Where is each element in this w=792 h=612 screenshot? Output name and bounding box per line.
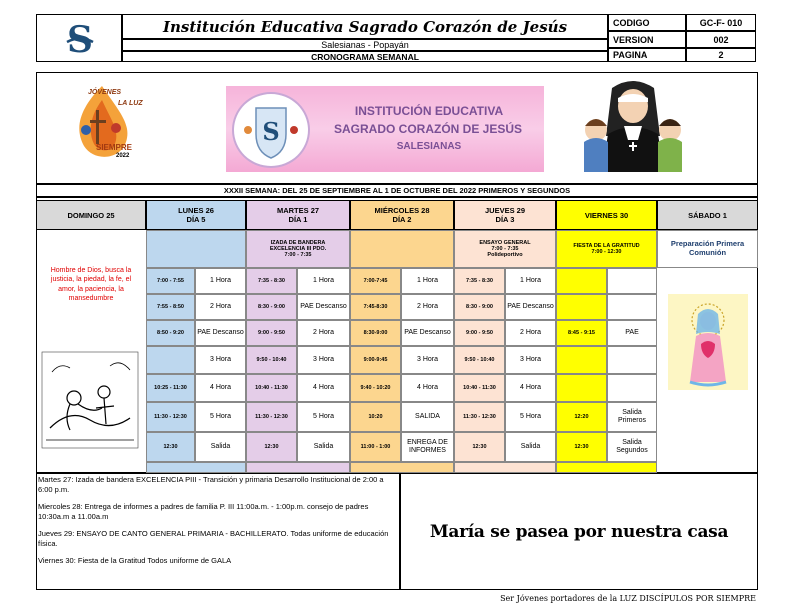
time-cell-lunes: 12:30 bbox=[146, 432, 195, 462]
saturday-virgin-image bbox=[668, 294, 748, 390]
time-cell-jueves: 8:30 - 9:00 bbox=[454, 294, 505, 320]
class-cell-viernes bbox=[607, 346, 657, 374]
good-samaritan-drawing bbox=[40, 348, 140, 452]
time-cell-jueves: 7:35 - 8:30 bbox=[454, 268, 505, 294]
class-cell-lunes: 5 Hora bbox=[195, 402, 246, 432]
time-cell-miercoles: 10:20 bbox=[350, 402, 401, 432]
class-cell-martes: 2 Hora bbox=[297, 320, 350, 346]
siempre-text: SIEMPRE bbox=[96, 143, 133, 152]
time-cell-martes: 9:00 - 9:50 bbox=[246, 320, 297, 346]
day-header-lunes: LUNES 26 DÍA 5 bbox=[146, 200, 246, 230]
class-cell-lunes: 4 Hora bbox=[195, 374, 246, 402]
document-name: CRONOGRAMA SEMANAL bbox=[122, 51, 608, 62]
class-cell-miercoles: PAE Descanso bbox=[401, 320, 454, 346]
day-header-sabado: SÁBADO 1 bbox=[657, 200, 758, 230]
time-cell-martes: 10:40 - 11:30 bbox=[246, 374, 297, 402]
class-cell-jueves: 3 Hora bbox=[505, 346, 556, 374]
class-cell-miercoles: 1 Hora bbox=[401, 268, 454, 294]
time-cell-viernes bbox=[556, 346, 607, 374]
class-cell-martes: Salida bbox=[297, 432, 350, 462]
codigo-value: GC-F- 010 bbox=[686, 14, 756, 31]
time-cell-lunes: 11:30 - 12:30 bbox=[146, 402, 195, 432]
class-cell-lunes: PAE Descanso bbox=[195, 320, 246, 346]
tail-cell-miercoles bbox=[350, 462, 454, 473]
time-cell-miercoles: 11:00 - 1:00 bbox=[350, 432, 401, 462]
note-viernes: Viernes 30: Fiesta de la Gratitud Todos uniforme de GALA bbox=[38, 556, 232, 565]
class-cell-viernes: PAE bbox=[607, 320, 657, 346]
footer-slogan: Ser Jóvenes portadores de la LUZ DISCÍPULOS POR SIEMPRE bbox=[500, 594, 756, 603]
note-martes: Martes 27: Izada de bandera EXCELENCIA PIII - Transición y primaria Desarrollo Institucional de 2:00 a 6:00 p.m. bbox=[38, 475, 384, 494]
time-cell-martes: 12:30 bbox=[246, 432, 297, 462]
event-viernes: FIESTA DE LA GRATITUD 7:00 - 12:30 bbox=[556, 230, 657, 268]
time-cell-viernes: 12:20 bbox=[556, 402, 607, 432]
class-cell-jueves: PAE Descanso bbox=[505, 294, 556, 320]
class-cell-jueves: 5 Hora bbox=[505, 402, 556, 432]
codigo-label: CODIGO bbox=[608, 14, 686, 31]
time-cell-miercoles: 9:40 - 10:20 bbox=[350, 374, 401, 402]
salesianas-logo-icon bbox=[37, 15, 123, 61]
time-cell-lunes: 10:25 - 11:30 bbox=[146, 374, 195, 402]
virgin-mary-icon bbox=[668, 294, 748, 390]
class-cell-martes: PAE Descanso bbox=[297, 294, 350, 320]
time-cell-viernes: 12:30 bbox=[556, 432, 607, 462]
class-cell-miercoles: 2 Hora bbox=[401, 294, 454, 320]
time-cell-miercoles: 7:45-8:30 bbox=[350, 294, 401, 320]
time-cell-miercoles: 8:30-9:00 bbox=[350, 320, 401, 346]
day-header-domingo: DOMINGO 25 bbox=[36, 200, 146, 230]
class-cell-martes: 5 Hora bbox=[297, 402, 350, 432]
day-header-miercoles: MIÉRCOLES 28 DÍA 2 bbox=[350, 200, 454, 230]
tail-cell-lunes bbox=[146, 462, 246, 473]
banner-line-2: SAGRADO CORAZÓN DE JESÚS bbox=[333, 122, 523, 136]
institution-title: Institución Educativa Sagrado Corazón de Jesús bbox=[122, 14, 608, 39]
samaritan-icon bbox=[40, 348, 140, 452]
class-cell-jueves: 1 Hora bbox=[505, 268, 556, 294]
class-cell-lunes: 2 Hora bbox=[195, 294, 246, 320]
motto-box: María se pasea por nuestra casa bbox=[400, 473, 758, 590]
sunday-quote: Hombre de Dios, busca la justicia, la piedad, la fe, el amor, la paciencia, la mansedumbre bbox=[50, 267, 132, 303]
class-cell-martes: 1 Hora bbox=[297, 268, 350, 294]
note-miercoles: Miercoles 28: Entrega de informes a padres de familia P. III 11:00a.m. - 1:00p.m. consejo de padres 10:30a.m a 11.00a.m bbox=[38, 502, 369, 521]
class-cell-jueves: 4 Hora bbox=[505, 374, 556, 402]
class-cell-martes: 3 Hora bbox=[297, 346, 350, 374]
class-cell-jueves: 2 Hora bbox=[505, 320, 556, 346]
pagina-value: 2 bbox=[686, 48, 756, 62]
class-cell-jueves: Salida bbox=[505, 432, 556, 462]
class-cell-miercoles: 3 Hora bbox=[401, 346, 454, 374]
event-martes: IZADA DE BANDERA EXCELENCIA III PDO. 7:00 - 7:35 bbox=[246, 230, 350, 268]
time-cell-jueves: 10:40 - 11:30 bbox=[454, 374, 505, 402]
version-label: VERSION bbox=[608, 31, 686, 48]
class-cell-viernes: Salida Primeros bbox=[607, 402, 657, 432]
class-cell-martes: 4 Hora bbox=[297, 374, 350, 402]
time-cell-lunes: 7:55 - 8:50 bbox=[146, 294, 195, 320]
jovenes-text: JÓVENES bbox=[88, 89, 122, 96]
crest-icon bbox=[234, 94, 308, 166]
event-miercoles bbox=[350, 230, 454, 268]
version-value: 002 bbox=[686, 31, 756, 48]
event-lunes bbox=[146, 230, 246, 268]
day-header-viernes: VIERNES 30 bbox=[556, 200, 657, 230]
time-cell-martes: 7:35 - 8:30 bbox=[246, 268, 297, 294]
banner-line-3: SALESIANAS bbox=[396, 141, 462, 152]
tail-cell-martes bbox=[246, 462, 350, 473]
week-title: XXXII SEMANA: DEL 25 DE SEPTIEMBRE AL 1 DE OCTUBRE DEL 2022 PRIMEROS Y SEGUNDOS bbox=[36, 184, 758, 197]
time-cell-lunes: 8:50 - 9:20 bbox=[146, 320, 195, 346]
class-cell-viernes bbox=[607, 374, 657, 402]
time-cell-miercoles: 9:00-9:45 bbox=[350, 346, 401, 374]
time-cell-martes: 9:50 - 10:40 bbox=[246, 346, 297, 374]
time-cell-lunes: 7:00 - 7:55 bbox=[146, 268, 195, 294]
school-crest bbox=[232, 92, 310, 168]
class-cell-viernes: Salida Segundos bbox=[607, 432, 657, 462]
note-jueves: Jueves 29: ENSAYO DE CANTO GENERAL PRIMARIA - BACHILLERATO. Todas uniforme de educación física. bbox=[38, 529, 389, 548]
time-cell-viernes: 8:45 - 9:15 bbox=[556, 320, 607, 346]
nun-with-children-icon bbox=[578, 76, 688, 172]
class-cell-viernes bbox=[607, 294, 657, 320]
time-cell-lunes bbox=[146, 346, 195, 374]
time-cell-viernes bbox=[556, 374, 607, 402]
time-cell-miercoles: 7:00-7:45 bbox=[350, 268, 401, 294]
day-header-jueves: JUEVES 29 DÍA 3 bbox=[454, 200, 556, 230]
time-cell-viernes bbox=[556, 268, 607, 294]
time-cell-jueves: 9:00 - 9:50 bbox=[454, 320, 505, 346]
pagina-label: PAGINA bbox=[608, 48, 686, 62]
tail-cell-jueves bbox=[454, 462, 556, 473]
time-cell-martes: 8:30 - 9:00 bbox=[246, 294, 297, 320]
time-cell-martes: 11:30 - 12:30 bbox=[246, 402, 297, 432]
time-cell-jueves: 12:30 bbox=[454, 432, 505, 462]
class-cell-lunes: 1 Hora bbox=[195, 268, 246, 294]
banner-line-1: INSTITUCIÓN EDUCATIVA bbox=[354, 104, 504, 118]
time-cell-viernes bbox=[556, 294, 607, 320]
svg-text:S: S bbox=[262, 117, 280, 146]
jovenes-luz-logo bbox=[62, 80, 146, 166]
class-cell-viernes bbox=[607, 268, 657, 294]
class-cell-lunes: Salida bbox=[195, 432, 246, 462]
day-header-martes: MARTES 27 DÍA 1 bbox=[246, 200, 350, 230]
header-logo-box bbox=[36, 14, 122, 62]
class-cell-lunes: 3 Hora bbox=[195, 346, 246, 374]
time-cell-jueves: 11:30 - 12:30 bbox=[454, 402, 505, 432]
svg-text:S: S bbox=[67, 19, 93, 61]
event-jueves: ENSAYO GENERAL 7:00 - 7:35 Polideportivo bbox=[454, 230, 556, 268]
institution-subtitle: Salesianas - Popayán bbox=[122, 39, 608, 51]
year-text: 2022 bbox=[116, 153, 130, 159]
time-cell-jueves: 9:50 - 10:40 bbox=[454, 346, 505, 374]
class-cell-miercoles: ENREGA DE INFORMES bbox=[401, 432, 454, 462]
mazzarello-illustration bbox=[578, 76, 688, 172]
school-banner bbox=[226, 86, 544, 172]
class-cell-miercoles: SALIDA bbox=[401, 402, 454, 432]
luz-text: LA LUZ bbox=[118, 100, 143, 107]
class-cell-miercoles: 4 Hora bbox=[401, 374, 454, 402]
tail-cell-viernes bbox=[556, 462, 657, 473]
event-sabado: Preparación Primera Comunión bbox=[657, 230, 758, 268]
